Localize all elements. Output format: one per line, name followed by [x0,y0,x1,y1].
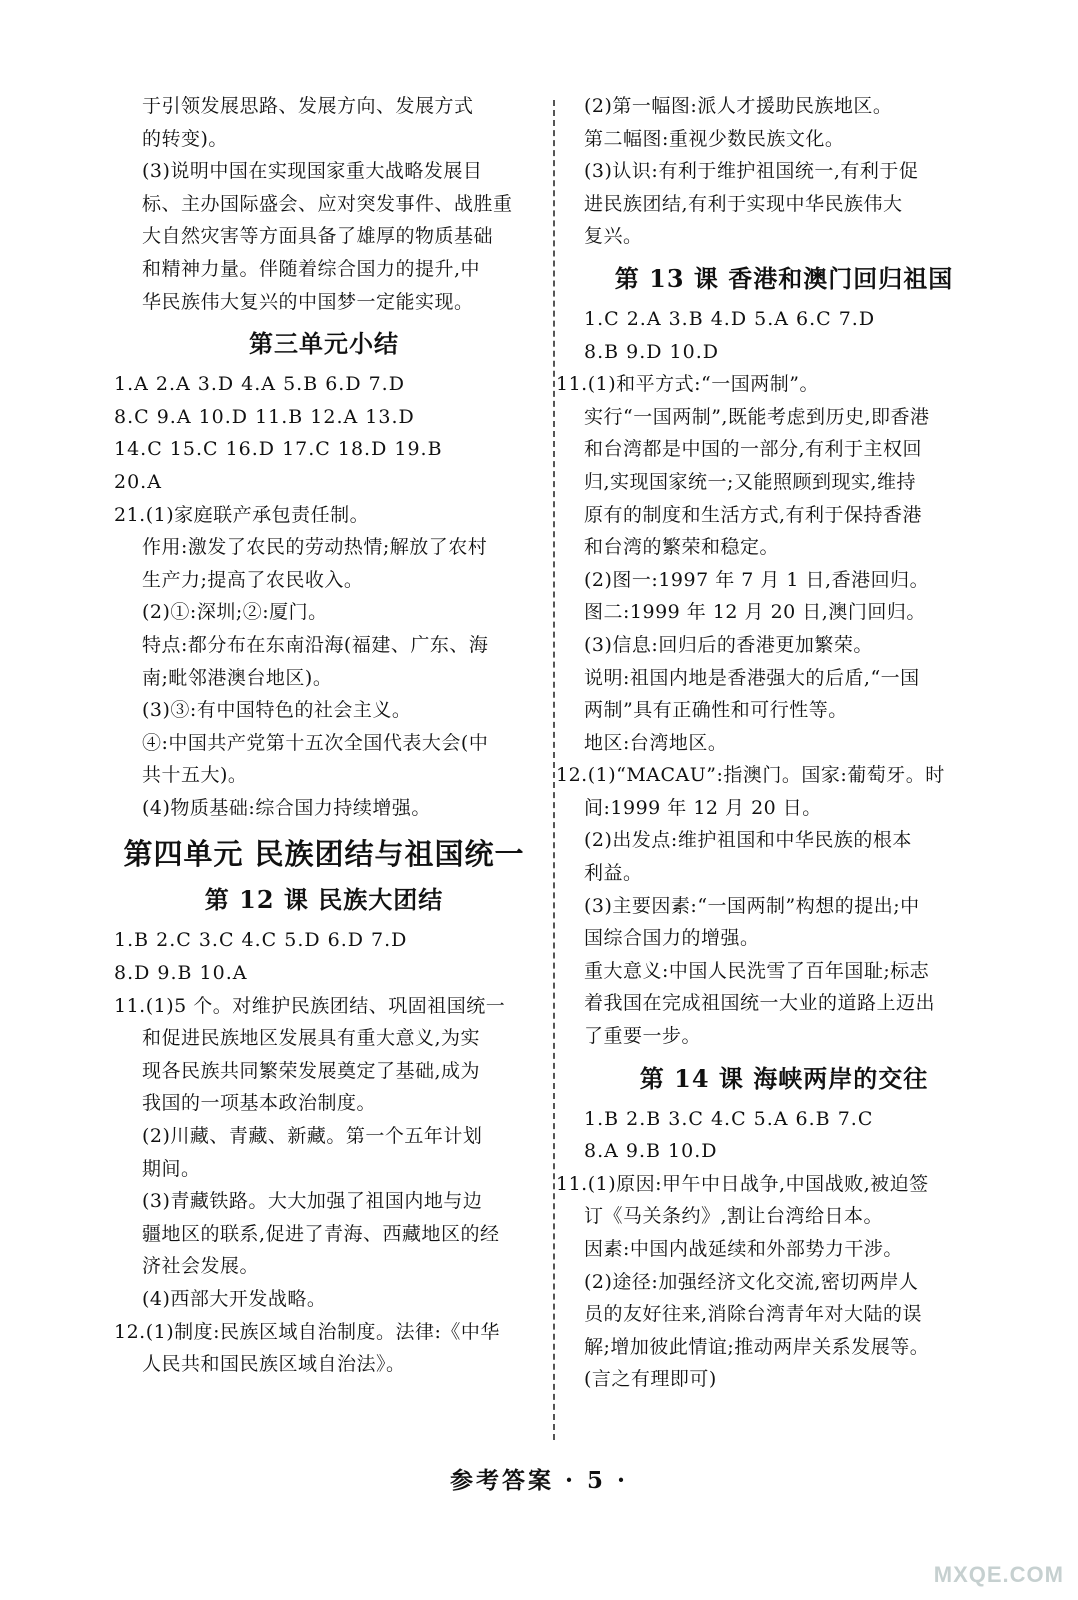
text-line: 了重要一步。 [584,1025,702,1048]
text-line: 复兴。 [584,225,643,248]
lesson-heading: 第 14 课 海峡两岸的交往 [639,1063,929,1093]
text-line: 图二:1999 年 12 月 20 日,澳门回归。 [584,601,926,624]
answer-line: 8.C 9.A 10.D 11.B 12.A 13.D [114,405,415,428]
answer-line: 1.B 2.C 3.C 4.C 5.D 6.D 7.D [114,929,408,952]
text-line: 因素:中国内战延续和外部势力干涉。 [584,1238,903,1260]
text-line: (2)图一:1997 年 7 月 1 日,香港回归。 [584,568,930,591]
text-line: 间:1999 年 12 月 20 日。 [584,796,822,819]
text-line: 解;增加彼此情谊;推动两岸关系发展等。 [584,1335,930,1358]
text-line: 特点:都分布在东南沿海(福建、广东、海 [142,633,489,656]
text-line: 11.(1)5 个。对维护民族团结、巩固祖国统一 [114,994,506,1017]
text-line: 疆地区的联系,促进了青海、西藏地区的经 [142,1222,500,1245]
text-line: 原有的制度和生活方式,有利于保持香港 [584,503,923,526]
answer-line: 1.A 2.A 3.D 4.A 5.B 6.D 7.D [114,373,405,396]
text-line: 我国的一项基本政治制度。 [142,1092,377,1115]
answer-line: 20.A [114,470,162,493]
text-line: (2)川藏、青藏、新藏。第一个五年计划 [142,1125,483,1148]
text-line: 现各民族共同繁荣发展奠定了基础,成为 [142,1059,481,1082]
text-line: (4)西部大开发战略。 [142,1288,327,1310]
text-line: 员的友好往来,消除台湾青年对大陆的误 [584,1303,923,1326]
text-line: (3)③:有中国特色的社会主义。 [142,699,412,722]
text-line: 华民族伟大复兴的中国梦一定能实现。 [142,290,474,313]
text-line: 订《马关条约》,割让台湾给日本。 [584,1205,884,1228]
text-line: 说明:祖国内地是香港强大的后盾,“一国 [584,666,920,689]
text-line: 和精神力量。伴随着综合国力的提升,中 [142,257,481,280]
watermark-text: MXQE.COM [933,1562,1064,1587]
text-line: (2)出发点:维护祖国和中华民族的根本 [584,829,912,852]
text-line: 济社会发展。 [142,1255,260,1278]
column-divider [553,100,555,1440]
text-line: 利益。 [584,862,643,885]
text-line: 重大意义:中国人民洗雪了百年国耻;标志 [584,959,930,982]
lesson-heading: 第 12 课 民族大团结 [204,885,444,915]
text-line: 归,实现国家统一;又能照顾到现实,维持 [584,470,916,493]
text-line: 21.(1)家庭联产承包责任制。 [114,503,370,526]
text-line: (言之有理即可) [584,1368,717,1391]
text-line: 大自然灾害等方面具备了雄厚的物质基础 [142,225,494,248]
text-line: 两制”具有正确性和可行性等。 [584,699,848,722]
text-line: 12.(1)制度:民族区域自治制度。法律:《中华 [114,1320,500,1343]
answer-line: 8.D 9.B 10.A [114,962,248,985]
text-line: 着我国在完成祖国统一大业的道路上迈出 [584,992,936,1015]
text-line: (2)途径:加强经济文化交流,密切两岸人 [584,1270,919,1293]
text-line: 共十五大)。 [142,764,248,787]
text-line: (2)①:深圳;②:厦门。 [142,601,328,624]
left-column [114,90,534,1381]
text-line: 和台湾都是中国的一部分,有利于主权回 [584,438,923,461]
text-line: 生产力;提高了农民收入。 [142,568,364,591]
text-line: 第二幅图:重视少数民族文化。 [584,127,845,150]
text-line: 期间。 [142,1157,201,1180]
text-line: 于引领发展思路、发展方向、发展方式 [142,95,474,117]
answer-line: 1.B 2.B 3.C 4.C 5.A 6.B 7.C [584,1107,874,1130]
text-line: (3)说明中国在实现国家重大战略发展目 [142,160,483,183]
right-column [556,90,984,1396]
text-line: ④:中国共产党第十五次全国代表大会(中 [142,731,489,754]
text-line: 国综合国力的增强。 [584,927,760,950]
text-line: 11.(1)原因:甲午中日战争,中国战败,被迫签 [556,1172,929,1195]
text-line: 南;毗邻港澳台地区)。 [142,666,333,689]
text-line: 作用:激发了农民的劳动热情;解放了农村 [142,536,488,559]
lesson-heading: 第三单元小结 [249,329,399,359]
answer-line: 1.C 2.A 3.B 4.D 5.A 6.C 7.D [584,307,876,330]
text-line: (3)主要因素:“一国两制”构想的提出;中 [584,894,920,917]
footer-label: 参考答案 [449,1467,554,1494]
text-line: 实行“一国两制”,既能考虑到历史,即香港 [584,405,930,428]
answer-line: 14.C 15.C 16.D 17.C 18.D 19.B [114,438,443,461]
text-line: 标、主办国际盛会、应对突发事件、战胜重 [142,192,513,215]
text-line: 地区:台湾地区。 [584,731,728,754]
text-line: (4)物质基础:综合国力持续增强。 [142,796,431,819]
text-line: (3)信息:回归后的香港更加繁荣。 [584,633,873,656]
text-line: 12.(1)“MACAU”:指澳门。国家:葡萄牙。时 [556,764,945,787]
text-line: 和台湾的繁荣和稳定。 [584,536,780,559]
text-line: 人民共和国民族区域自治法》。 [142,1353,406,1376]
page-footer [0,1462,1078,1495]
text-line: 和促进民族地区发展具有重大意义,为实 [142,1027,481,1050]
watermark [914,1508,1064,1588]
text-line: 11.(1)和平方式:“一国两制”。 [556,373,819,396]
text-line: (3)认识:有利于维护祖国统一,有利于促 [584,160,919,183]
text-line: (3)青藏铁路。大大加强了祖国内地与边 [142,1190,483,1213]
text-line: 进民族团结,有利于实现中华民族伟大 [584,192,903,215]
text-line: (2)第一幅图:派人才援助民族地区。 [584,95,893,117]
answer-line: 8.B 9.D 10.D [584,340,719,363]
lesson-heading: 第 13 课 香港和澳门回归祖国 [614,263,954,293]
page-number: · 5 · [564,1467,629,1494]
text-line: 的转变)。 [142,127,228,150]
answer-line: 8.A 9.B 10.D [584,1140,718,1163]
unit-heading: 第四单元 民族团结与祖国统一 [123,837,525,872]
